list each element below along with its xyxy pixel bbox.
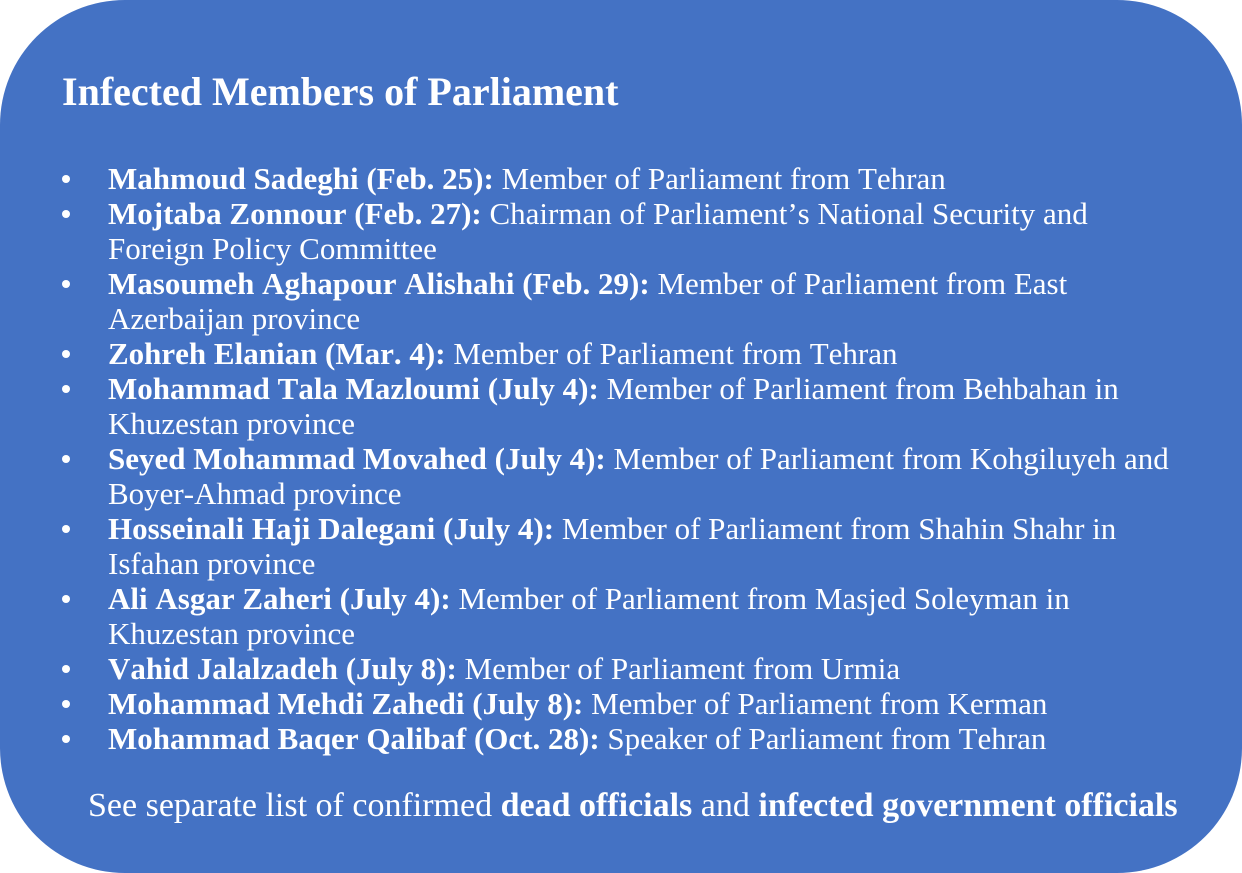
member-name: Seyed Mohammad Movahed (July 4): [108,441,606,476]
member-list-item [108,581,1180,651]
member-name: Mohammad Mehdi Zahedi (July 8): [108,686,584,721]
bullet-icon [62,665,70,673]
member-description: Member of Parliament from Tehran [501,161,946,196]
member-name: Vahid Jalalzadeh (July 8): [108,651,457,686]
member-name: Masoumeh Aghapour Alishahi (Feb. 29): [108,266,650,301]
member-description: Member of Parliament from Behbahan in Khuzestan province [108,371,1119,441]
bullet-icon [62,280,70,288]
member-description: Speaker of Parliament from Tehran [607,721,1047,756]
member-name: Zohreh Elanian (Mar. 4): [108,336,446,371]
member-list-item [108,161,1180,196]
member-description: Member of Parliament from Masjed Soleyman in Khuzestan province [108,581,1070,651]
member-name: Hosseinali Haji Dalegani (July 4): [108,511,555,546]
member-list-item [108,336,1180,371]
member-description: Chairman of Parliament’s National Security and Foreign Policy Committee [108,196,1088,266]
member-name: Ali Asgar Zaheri (July 4): [108,581,451,616]
bullet-icon [62,700,70,708]
member-list-item [108,196,1180,266]
member-description: Member of Parliament from Kohgiluyeh and Boyer-Ahmad province [108,441,1169,511]
member-list-item [108,371,1180,441]
member-name: Mahmoud Sadeghi (Feb. 25): [108,161,494,196]
member-description: Member of Parliament from Urmia [464,651,901,686]
member-name: Mohammad Baqer Qalibaf (Oct. 28): [108,721,600,756]
member-description: Member of Parliament from Shahin Shahr in Isfahan province [108,511,1117,581]
bullet-icon [62,735,70,743]
member-list-item [108,266,1180,336]
member-list-item [108,511,1180,581]
member-description: Member of Parliament from Tehran [453,336,898,371]
bullet-icon [62,525,70,533]
footer-conjunction: and [700,787,750,824]
member-description: Member of Parliament from Kerman [591,686,1048,721]
member-list-item [108,651,1180,686]
footer-prefix: See separate list of confirmed [88,787,493,824]
bullet-icon [62,385,70,393]
bullet-icon [62,595,70,603]
member-list-item [108,441,1180,511]
member-description: Member of Parliament from East Azerbaijan province [108,266,1068,336]
bullet-icon [62,455,70,463]
page-title: Infected Members of Parliament [62,69,619,114]
member-name: Mojtaba Zonnour (Feb. 27): [108,196,482,231]
footer-note [88,786,1178,826]
bullet-icon [62,350,70,358]
bullet-icon [62,210,70,218]
member-list [108,161,1180,756]
dead-officials-reference: dead officials [500,787,693,824]
bullet-icon [62,175,70,183]
member-name: Mohammad Tala Mazloumi (July 4): [108,371,599,406]
member-list-item [108,686,1180,721]
member-list-item [108,721,1180,756]
infected-government-officials-reference: infected government officials [758,787,1178,824]
